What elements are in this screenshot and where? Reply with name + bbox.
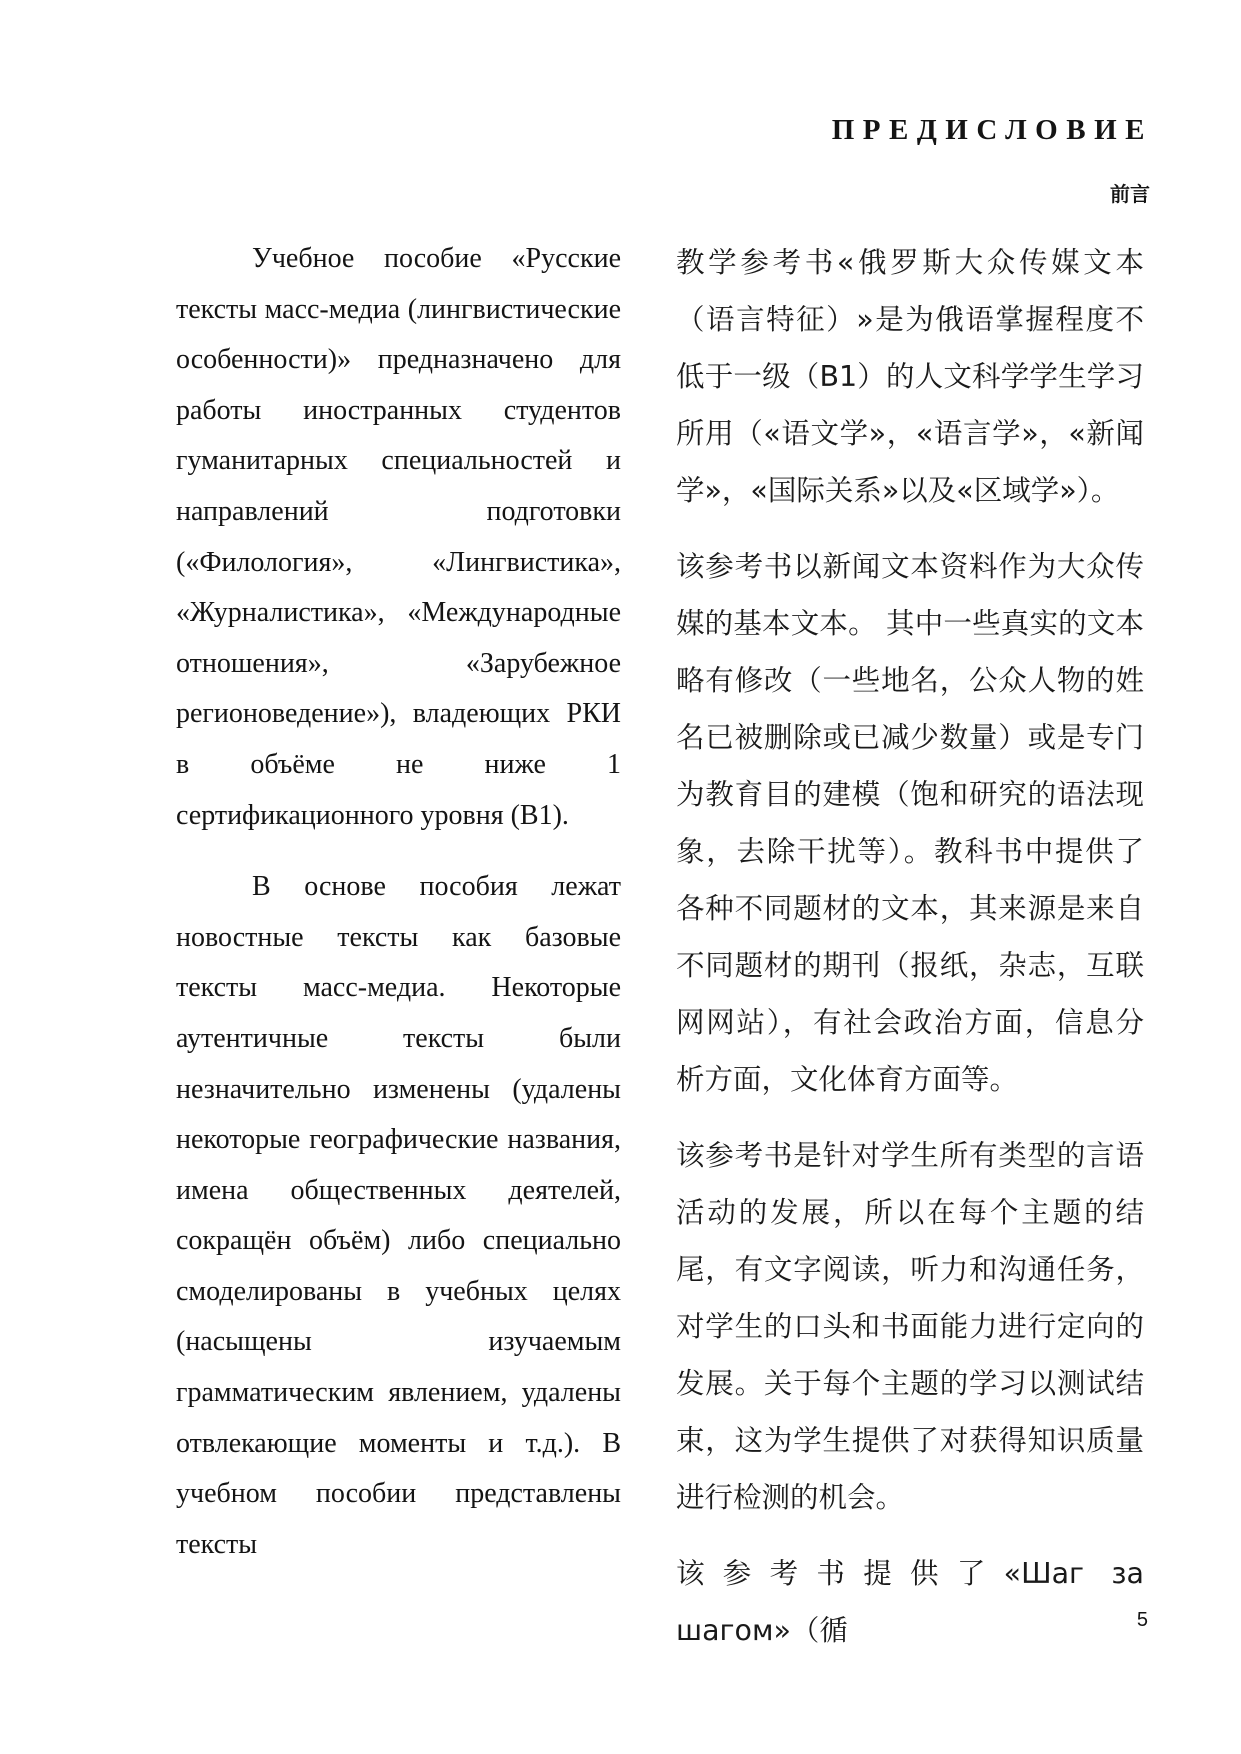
chinese-paragraph: 该参考书以新闻文本资料作为大众传媒的基本文本。 其中一些真实的文本略有修改（一些地名，公众人物的姓名已被删除或已减少数量）或是专门为教育目的建模（饱和研究的语法现象，去除干扰等）。教科书中提供了各种不同题材的文本，其来源是来自不同题材的期刊（报纸，杂志，互联网网站），有社会政治方面，信息分析方面，文化体育方面等。 <box>676 550 1144 1096</box>
russian-text-column <box>176 234 621 1591</box>
page-title: ПРЕДИСЛОВИЕ <box>831 114 1153 146</box>
chinese-paragraph: 教学参考书«俄罗斯大众传媒文本（语言特征）»是为俄语掌握程度不低于一级（B1）的人文科学学生学习所用（«语文学»，«语言学»，«新闻学»，«国际关系»以及«区域学»）。 <box>676 246 1144 507</box>
russian-paragraph: В основе пособия лежат новостные тексты как базовые тексты масс-медиа. Некоторые аутентичные тексты были незначительно изменены (удалены некоторые географические названия, имена общественных деятелей, сокращён объём) либо специально смоделированы в учебных целях (насыщены изучаемым грамматическим явлением, удалены отвлекающие моменты и т.д.). В учебном пособии представлены тексты <box>176 871 621 1560</box>
chinese-paragraph: 该参考书是针对学生所有类型的言语活动的发展，所以在每个主题的结尾，有文字阅读，听力和沟通任务，对学生的口头和书面能力进行定向的发展。关于每个主题的学习以测试结束，这为学生提供了对获得知识质量进行检测的机会。 <box>676 1139 1144 1514</box>
chinese-text-column <box>676 234 1144 1678</box>
page-subtitle: 前言 <box>1110 182 1150 206</box>
page-number: 5 <box>1136 1609 1148 1631</box>
russian-paragraph: Учебное пособие «Русские тексты масс-медиа (лингвистические особенности)» предназначено для работы иностранных студентов гуманитарных специальностей и направлений подготовки («Филология», «Лингвистика», «Журналистика», «Международные отношения», «Зарубежное регионоведение»), владеющих РКИ в объёме не ниже 1 сертификационного уровня (B1). <box>176 243 621 831</box>
chinese-paragraph: 该参考书提供了«Шаг за шагом»（循 <box>676 1557 1144 1647</box>
